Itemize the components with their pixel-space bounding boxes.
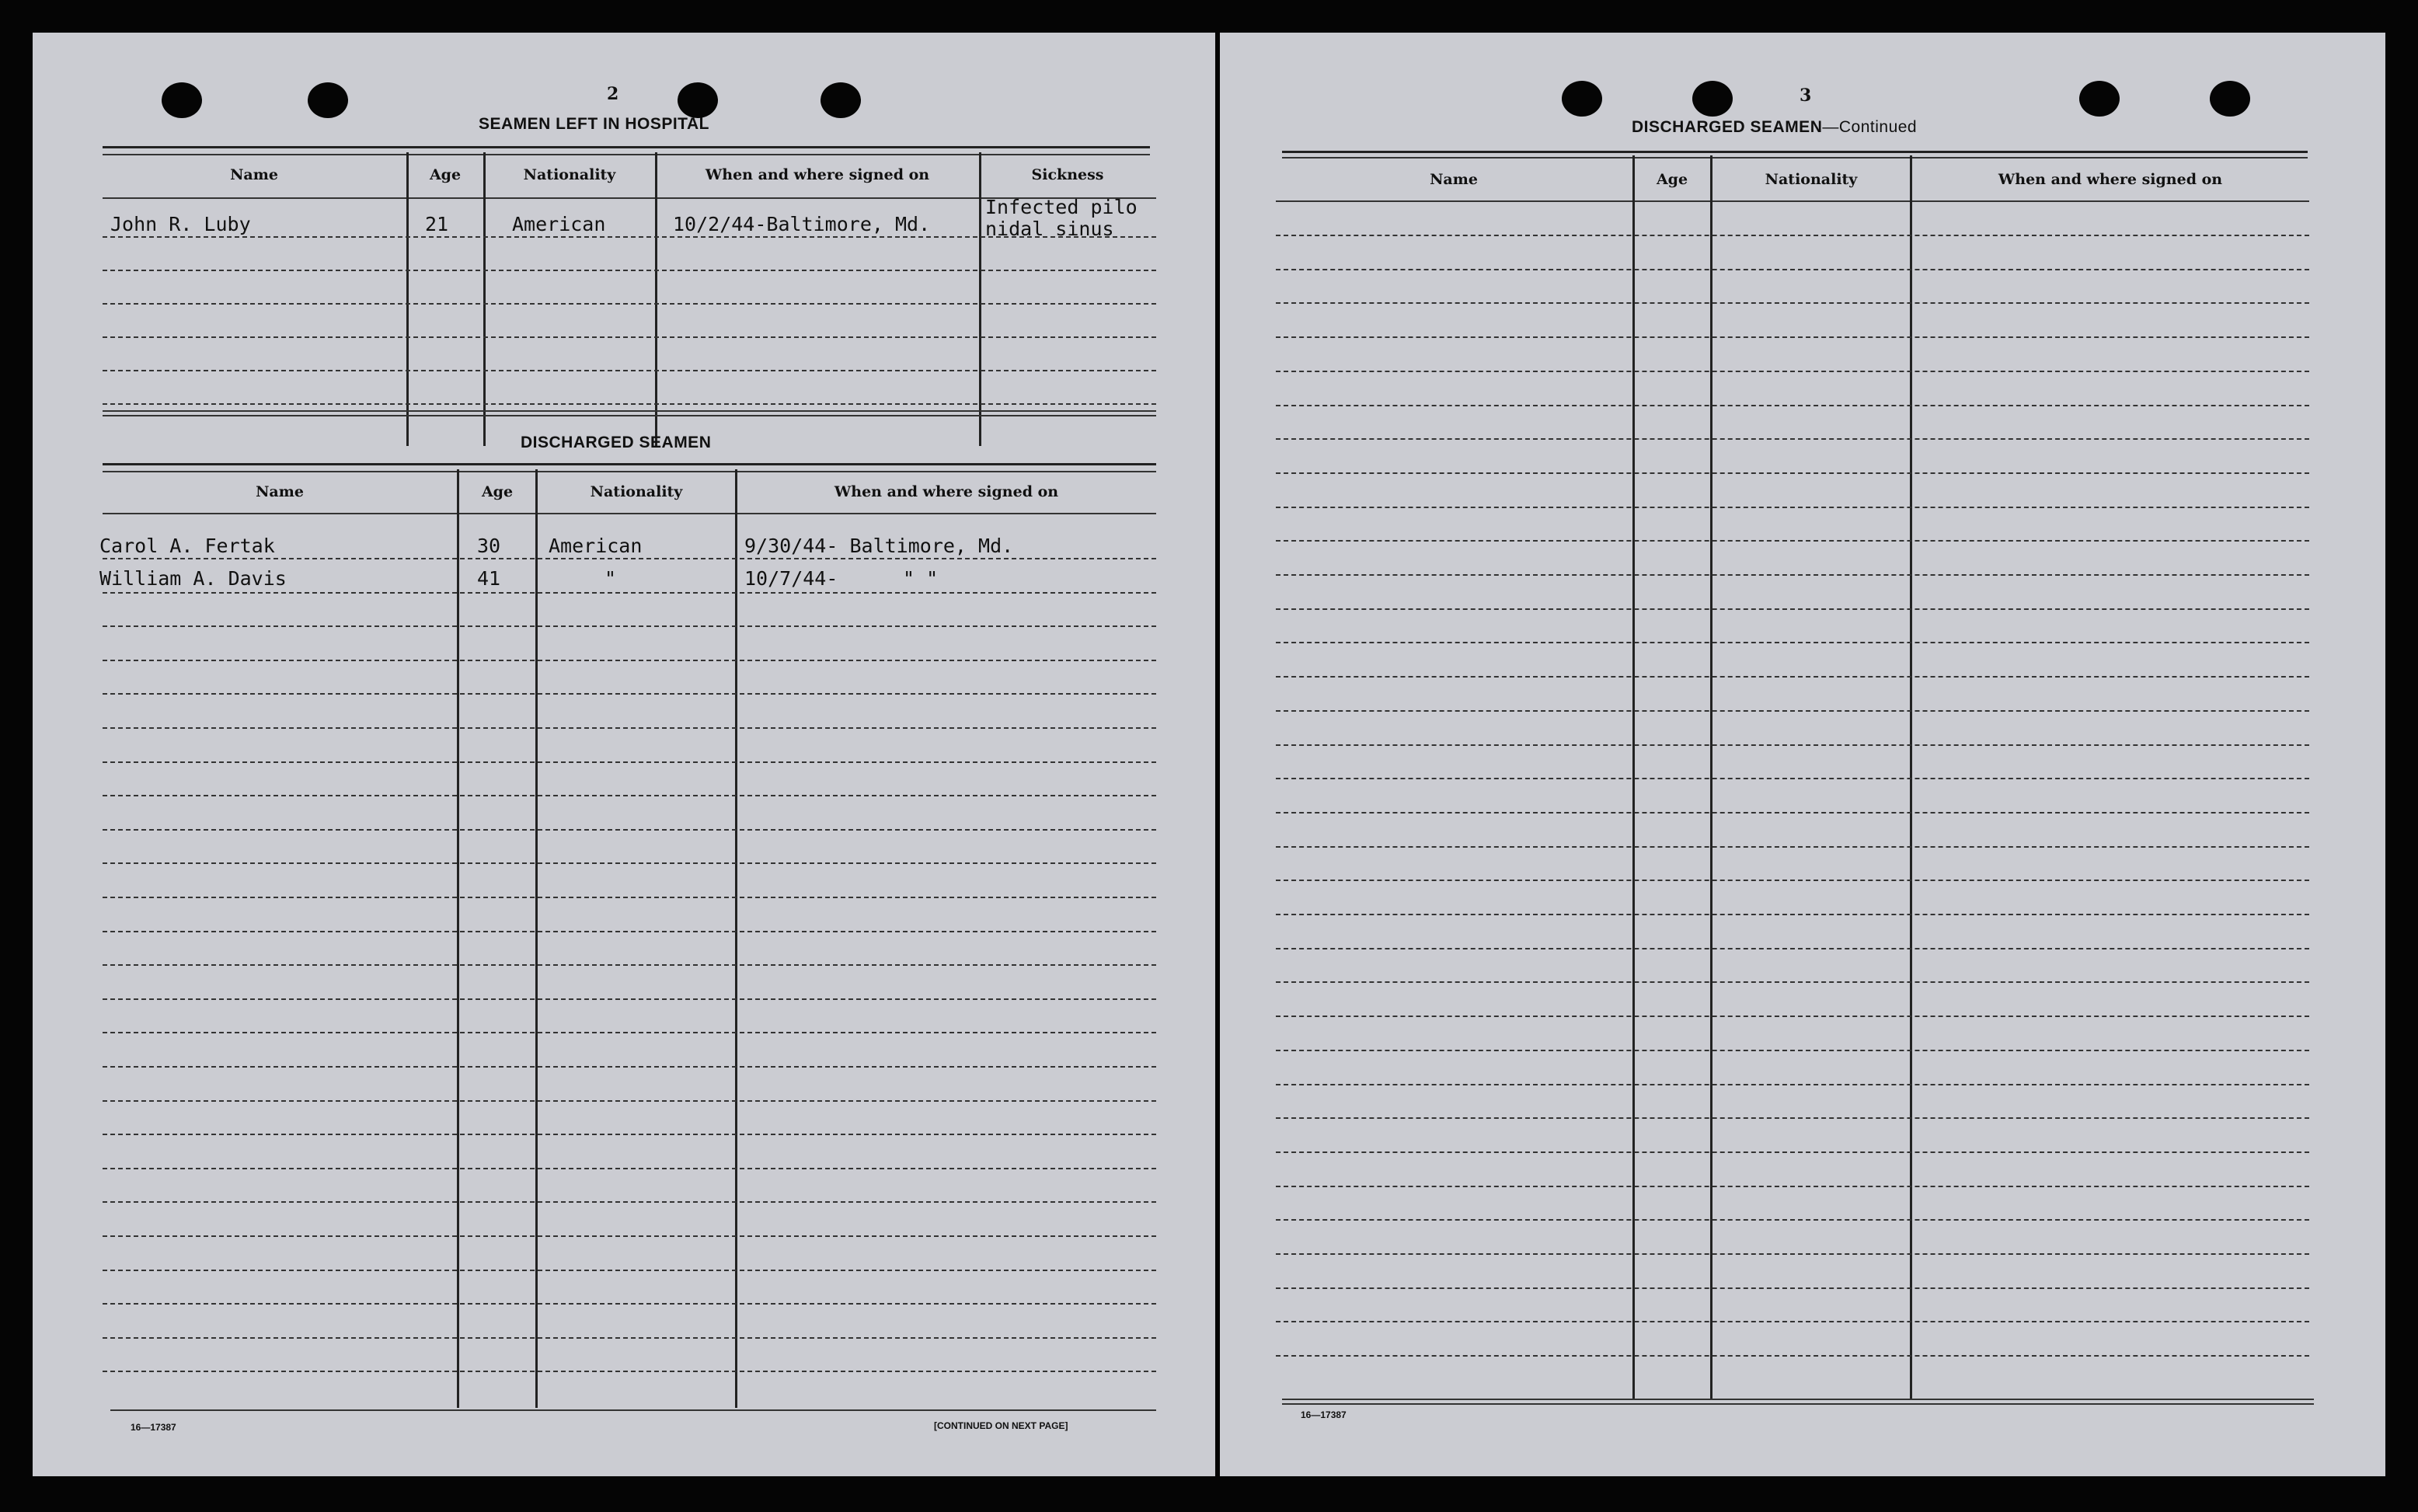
discharged-row-age: 30 <box>477 535 501 557</box>
ruled-line <box>103 1201 1156 1203</box>
ruled-line <box>1276 1321 2309 1322</box>
ruled-line <box>1276 914 2309 915</box>
ruled-line <box>1276 981 2309 983</box>
ruled-line <box>103 761 1156 763</box>
discharged-section-title: DISCHARGED SEAMEN <box>521 434 712 451</box>
hospital-section-title: SEAMEN LEFT IN HOSPITAL <box>479 115 709 133</box>
discharged-row-signed-on: 9/30/44- Baltimore, Md. <box>744 535 1014 557</box>
ruled-line <box>103 1134 1156 1135</box>
hospital-header-signed-on: When and where signed on <box>705 166 930 183</box>
hospital-header-nationality: Nationality <box>523 166 616 183</box>
ruled-line <box>1276 472 2309 474</box>
ruled-line <box>1276 371 2309 372</box>
punch-hole <box>162 82 202 118</box>
ruled-line <box>1276 778 2309 779</box>
discharged-row-nationality: " <box>604 567 617 590</box>
continued-note: [CONTINUED ON NEXT PAGE] <box>934 1420 1068 1431</box>
ruled-line <box>103 862 1156 864</box>
continued-title-main: DISCHARGED SEAMEN <box>1632 118 1823 136</box>
continued-header-nationality: Nationality <box>1765 171 1858 188</box>
page-number: 2 <box>607 84 619 104</box>
hospital-header-age: Age <box>429 166 462 183</box>
discharged-row-age: 41 <box>477 567 501 590</box>
ruled-line <box>103 592 1156 594</box>
ruled-line <box>103 727 1156 729</box>
continued-header-age: Age <box>1656 171 1688 188</box>
continued-section-title <box>1632 118 1917 137</box>
ruled-line <box>1276 1253 2309 1255</box>
ruled-line <box>103 964 1156 966</box>
ruled-line <box>103 660 1156 661</box>
ruled-line <box>103 1066 1156 1068</box>
continued-title-suffix: —Continued <box>1822 118 1918 136</box>
ruled-line <box>1276 1219 2309 1221</box>
punch-hole <box>2079 81 2120 117</box>
ruled-line <box>1276 1117 2309 1119</box>
discharged-header-signed-on: When and where signed on <box>834 483 1059 500</box>
ruled-line <box>1276 642 2309 643</box>
ruled-line <box>103 1100 1156 1102</box>
ruled-line <box>1276 676 2309 678</box>
right-page <box>1220 33 2385 1476</box>
punch-hole <box>821 82 861 118</box>
ruled-line <box>1276 235 2309 236</box>
discharged-header-age: Age <box>481 483 514 500</box>
ruled-line <box>1276 1084 2309 1085</box>
ruled-line <box>103 1032 1156 1033</box>
page-number: 3 <box>1800 85 1812 106</box>
punch-hole <box>308 82 348 118</box>
ruled-line <box>1276 846 2309 848</box>
ruled-line <box>103 1337 1156 1339</box>
hospital-header-name: Name <box>230 166 278 183</box>
ruled-line <box>103 1270 1156 1271</box>
hospital-row-sickness-line1: Infected pilo <box>985 196 1138 218</box>
discharged-header-name: Name <box>256 483 304 500</box>
ruled-line <box>1276 405 2309 406</box>
ruled-line <box>103 1168 1156 1169</box>
discharged-row-nationality: American <box>549 535 643 557</box>
punch-hole <box>1562 81 1602 117</box>
left-page <box>33 33 1215 1476</box>
ruled-line <box>1276 880 2309 881</box>
ruled-line <box>1276 608 2309 610</box>
ruled-line <box>1276 744 2309 746</box>
punch-hole <box>1692 81 1733 117</box>
continued-header-name: Name <box>1430 171 1478 188</box>
ruled-line <box>103 931 1156 932</box>
ruled-line <box>103 693 1156 695</box>
ruled-line <box>1276 1186 2309 1187</box>
hospital-row-nationality: American <box>512 213 606 235</box>
ruled-line <box>103 1235 1156 1237</box>
discharged-row-signed-on-ditto: " " <box>903 567 939 590</box>
ruled-line <box>1276 507 2309 508</box>
ruled-line <box>103 625 1156 627</box>
discharged-row-name: William A. Davis <box>99 567 287 590</box>
discharged-row-name: Carol A. Fertak <box>99 535 275 557</box>
ruled-line <box>1276 1151 2309 1153</box>
form-number: 16—17387 <box>1301 1409 1347 1420</box>
ruled-line <box>103 795 1156 796</box>
ruled-line <box>103 998 1156 1000</box>
punch-hole <box>678 82 718 118</box>
ruled-line <box>103 1371 1156 1372</box>
continued-header-signed-on: When and where signed on <box>1998 171 2223 188</box>
hospital-row-signed-on: 10/2/44-Baltimore, Md. <box>673 213 931 235</box>
ruled-line <box>103 558 1156 559</box>
form-number: 16—17387 <box>131 1422 176 1433</box>
ruled-line <box>103 1303 1156 1305</box>
ruled-line <box>103 897 1156 898</box>
hospital-row-age: 21 <box>425 213 449 235</box>
hospital-header-sickness: Sickness <box>1031 166 1104 183</box>
ruled-line <box>1276 336 2309 338</box>
ruled-line <box>1276 1050 2309 1051</box>
ruled-line <box>1276 540 2309 542</box>
ruled-line <box>1276 574 2309 576</box>
discharged-row-signed-on: 10/7/44- <box>744 567 838 590</box>
discharged-header-nationality: Nationality <box>590 483 683 500</box>
punch-hole <box>2210 81 2250 117</box>
hospital-row-name: John R. Luby <box>110 213 251 235</box>
ruled-line <box>1276 438 2309 440</box>
ruled-line <box>1276 948 2309 949</box>
ruled-line <box>1276 1355 2309 1357</box>
ruled-line <box>1276 1287 2309 1289</box>
ruled-line <box>1276 1016 2309 1017</box>
ruled-line <box>1276 302 2309 304</box>
hospital-row-sickness-line2: nidal sinus <box>985 218 1114 240</box>
ruled-line <box>1276 812 2309 813</box>
ruled-line <box>1276 710 2309 712</box>
ruled-line <box>103 829 1156 831</box>
ruled-line <box>1276 269 2309 270</box>
